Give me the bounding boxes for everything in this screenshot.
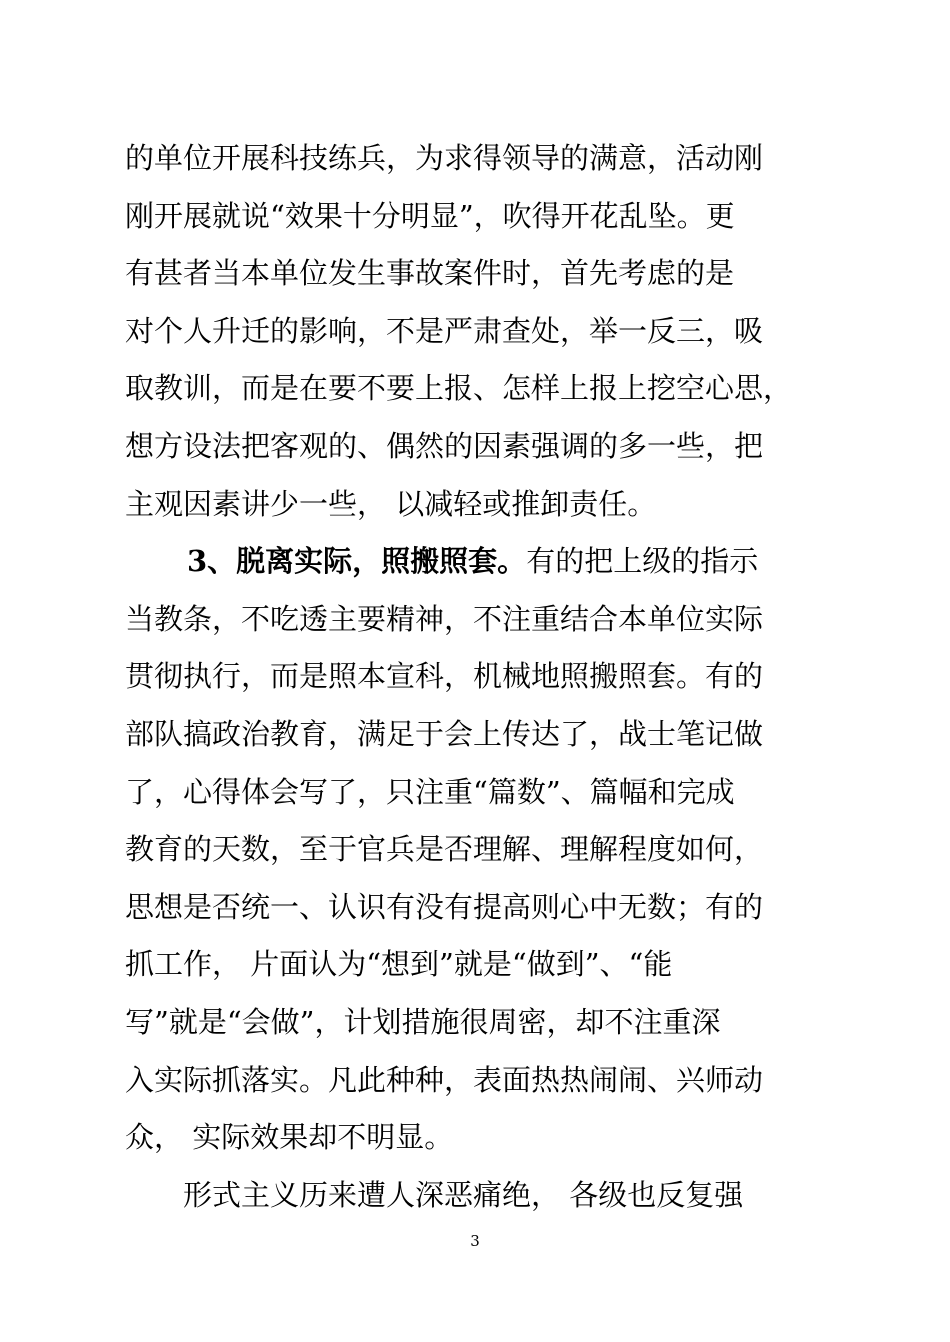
paragraph-first-line: 形式主义历来遭人深恶痛绝， 各级也反复强 bbox=[183, 1177, 744, 1212]
text-line: 主观因素讲少一些， 以减轻或推卸责任。 bbox=[125, 486, 657, 521]
text-line: 抓工作， 片面认为“想到”就是“做到”、“能 bbox=[125, 947, 673, 982]
text-line: 有甚者当本单位发生事故案件时，首先考虑的是 bbox=[125, 256, 735, 291]
text-line: 想方设法把客观的、偶然的因素强调的多一些，把 bbox=[125, 428, 764, 463]
section-heading-line bbox=[125, 533, 765, 591]
text-line: 入实际抓落实。凡此种种，表面热热闹闹、兴师动 bbox=[125, 1062, 764, 1097]
text-line: 当教条，不吃透主要精神，不注重结合本单位实际 bbox=[125, 601, 764, 636]
text-line: 教育的天数，至于官兵是否理解、理解程度如何， bbox=[125, 832, 764, 867]
text-line: 贯彻执行，而是照本宣科，机械地照搬照套。有的 bbox=[125, 659, 764, 694]
text-line: 写”就是“会做”，计划措施很周密，却不注重深 bbox=[125, 1004, 721, 1039]
text-line: 了，心得体会写了，只注重“篇数”、篇幅和完成 bbox=[125, 774, 735, 809]
page-number: 3 bbox=[470, 1232, 480, 1250]
text-line: 的单位开展科技练兵，为求得领导的满意，活动刚 bbox=[125, 141, 764, 175]
text-line: 对个人升迁的影响，不是严肃查处，举一反三，吸 bbox=[125, 313, 764, 348]
body-text bbox=[125, 130, 793, 1224]
text-line: 众， 实际效果却不明显。 bbox=[125, 1120, 454, 1155]
text-line: 部队搞政治教育，满足于会上传达了，战士笔记做 bbox=[125, 716, 764, 751]
text-line: 思想是否统一、认识有没有提高则心中无数；有的 bbox=[125, 889, 764, 924]
section-heading-continuation: 有的把上级的指示 bbox=[526, 544, 759, 579]
text-line: 取教训，而是在要不要上报、怎样上报上挖空心思， bbox=[125, 371, 793, 406]
section-heading: 3、脱离实际，照搬照套。 bbox=[187, 544, 527, 579]
text-line: 刚开展就说“效果十分明显”，吹得开花乱坠。更 bbox=[125, 198, 735, 233]
